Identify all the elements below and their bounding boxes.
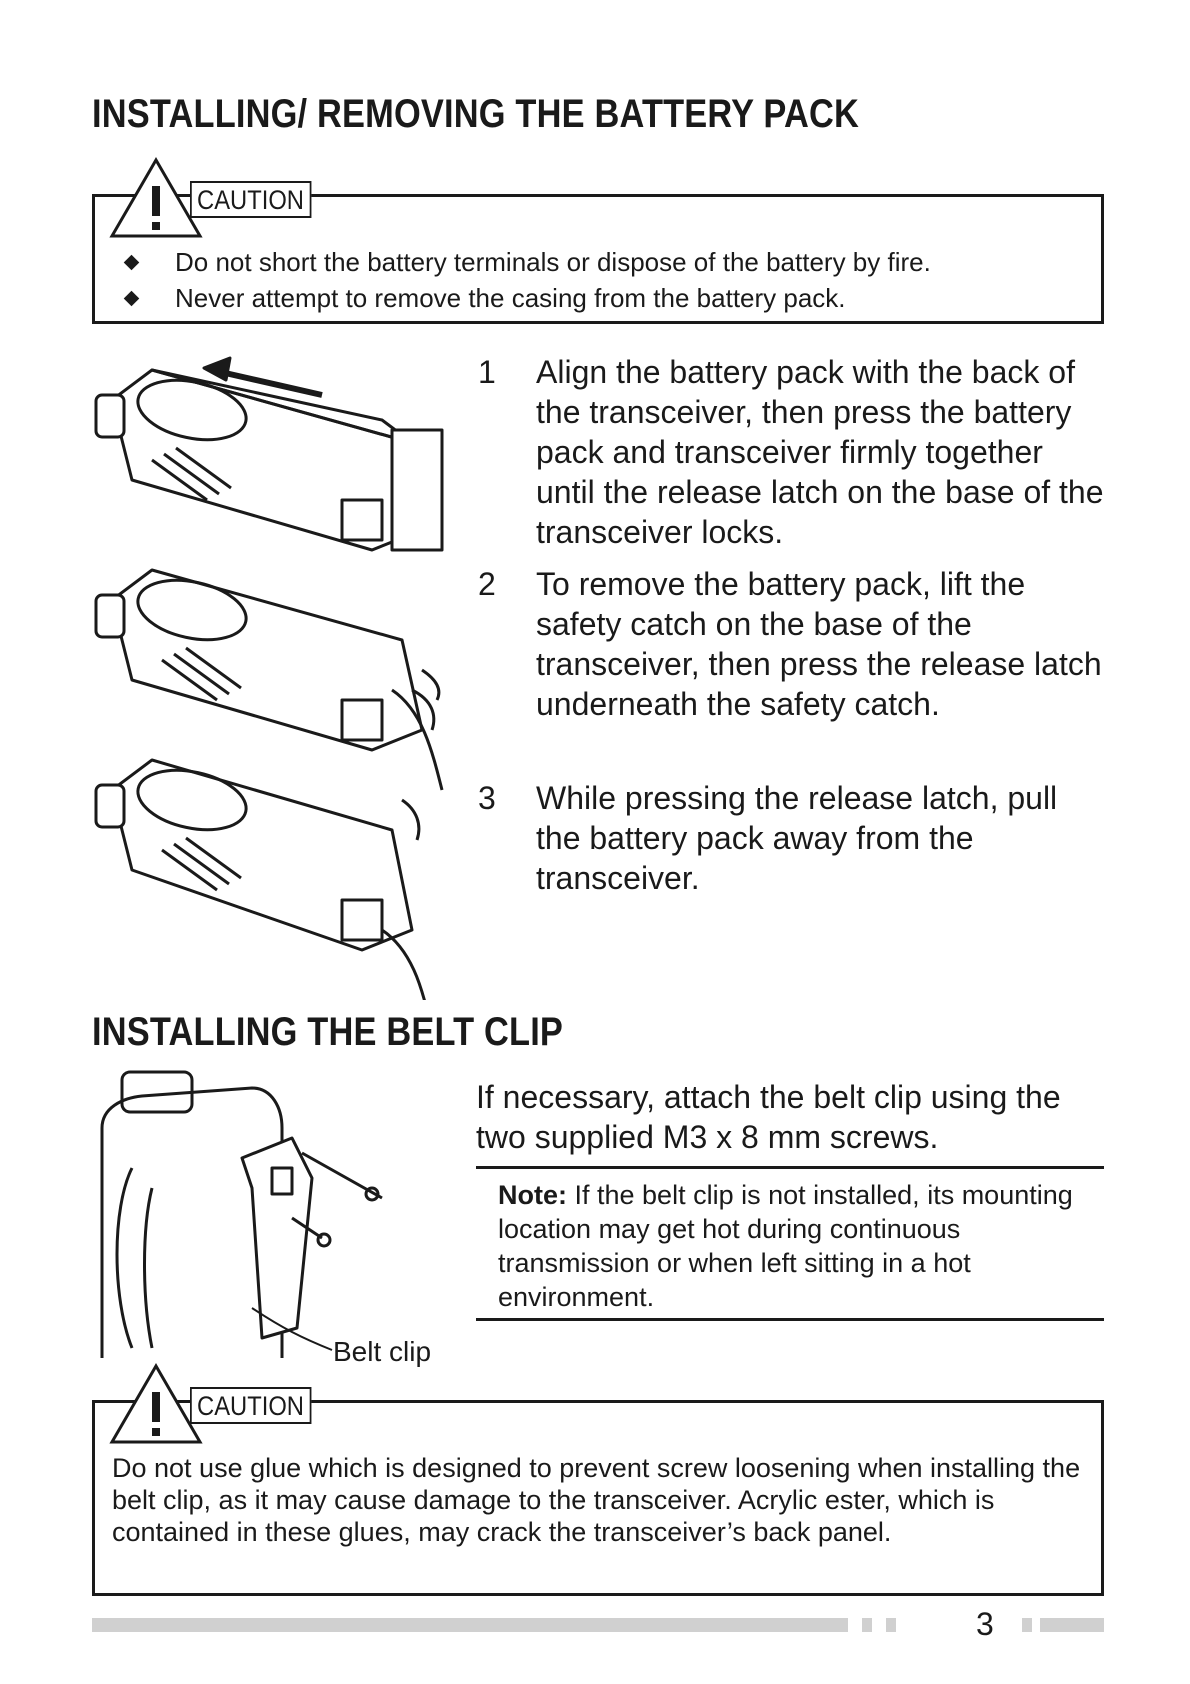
step-text: Align the battery pack with the back of the transceiver, then press the battery pack and transceiver firmly together until the release latch on the base of the transceiver locks. <box>536 354 1104 550</box>
note-text: If the belt clip is not installed, its mounting location may get hot during continuous transmission or when left sitting in a hot environment. <box>498 1180 1073 1312</box>
step-text: While pressing the release latch, pull the battery pack away from the transceiver. <box>536 780 1058 896</box>
footer-bar-segment <box>862 1618 872 1632</box>
battery-remove-figure <box>96 760 427 1000</box>
page-number: 3 <box>976 1606 994 1642</box>
step-number: 1 <box>478 354 496 390</box>
footer-bar-segment <box>886 1618 896 1632</box>
note-top-rule <box>476 1166 1104 1169</box>
step-text: To remove the battery pack, lift the safety catch on the base of the transceiver, then press the release latch underneath the safety catch. <box>536 566 1102 722</box>
belt-clip-intro: If necessary, attach the belt clip using the two supplied M3 x 8 mm screws. <box>476 1079 1061 1155</box>
battery-steps <box>478 352 1108 898</box>
section-title-belt-clip: INSTALLING THE BELT CLIP <box>92 1010 564 1054</box>
battery-latch-figure <box>96 570 442 790</box>
note-bottom-rule <box>476 1318 1104 1321</box>
footer-bar <box>92 1618 848 1632</box>
step-item <box>478 564 1108 724</box>
caution-list-battery <box>126 244 1086 316</box>
step-item <box>478 778 1108 898</box>
step-number: 3 <box>478 780 496 816</box>
caution-label-battery: CAUTION <box>190 181 311 218</box>
step-item <box>478 352 1108 552</box>
battery-install-figure <box>96 358 442 550</box>
belt-clip-label: Belt clip <box>333 1336 432 1367</box>
belt-clip-illustration <box>92 1068 452 1358</box>
note-label: Note: <box>498 1180 567 1210</box>
bullet-diamond-icon <box>124 254 140 270</box>
battery-illustrations <box>92 350 472 1000</box>
caution-item: Never attempt to remove the casing from the battery pack. <box>126 280 1086 316</box>
footer-bar-right <box>1040 1618 1104 1632</box>
bullet-diamond-icon <box>124 290 140 306</box>
caution-text-belt-clip: Do not use glue which is designed to prevent screw loosening when installing the belt clip, as it may cause damage to the transceiver. Acrylic ester, which is contained in these glues, may crack the transceiver’s back panel. <box>112 1453 1081 1547</box>
note-block <box>498 1178 1078 1314</box>
caution-item: Do not short the battery terminals or dispose of the battery by fire. <box>126 244 1086 280</box>
step-number: 2 <box>478 566 496 602</box>
footer-bar-segment <box>1022 1618 1032 1632</box>
section-title-battery: INSTALLING/ REMOVING THE BATTERY PACK <box>92 92 859 136</box>
caution-label-belt-clip: CAUTION <box>190 1387 311 1424</box>
